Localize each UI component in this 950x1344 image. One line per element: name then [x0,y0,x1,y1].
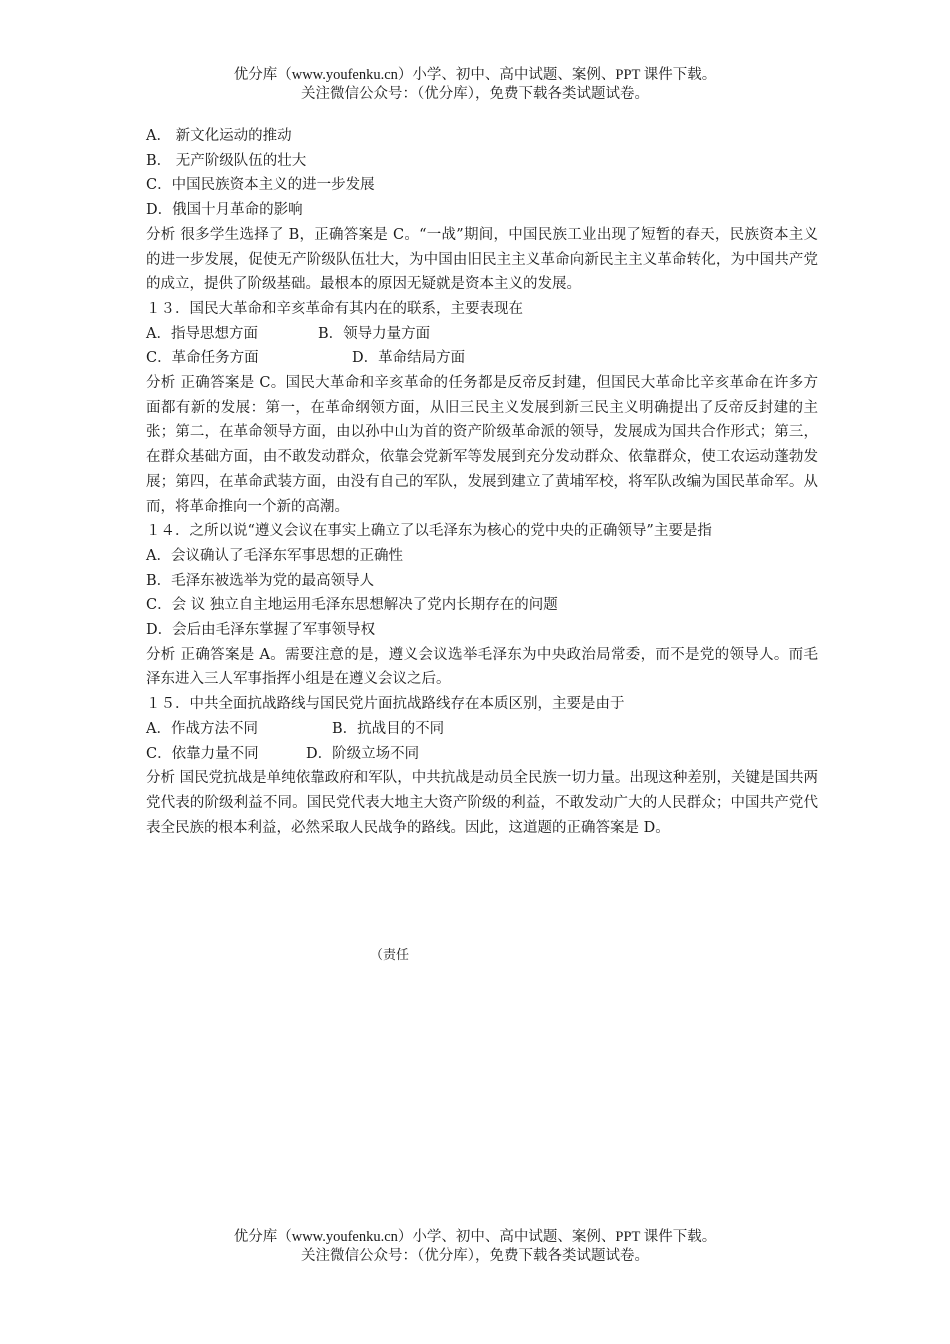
q14-option-a: A．会议确认了毛泽东军事思想的正确性 [146,547,403,564]
q15-analysis: 分析 国民党抗战是单纯依靠政府和军队，中共抗战是动员全民族一切力量。出现这种差别，关键是国共两党代表的阶级利益不同。国民党代表大地主大资产阶级的利益，不敢发动广大的人民群众；中国共产党代表全民族的根本利益，必然采取人民战争的路线。因此，这道题的正确答案是 D。 [146,770,818,836]
q15-option-d: D．阶级立场不同 [306,745,420,762]
truncated-note: （责任 [370,948,410,963]
q15-options-row-1 [146,717,818,742]
page-footer [0,1228,950,1266]
q13-option-b: B．领导力量方面 [318,325,431,342]
q15-option-c: C．依靠力量不同 [146,745,259,762]
footer-line-1: 优分库（www.youfenku.cn）小学、初中、高中试题、案例、PPT 课件下载。 [233,1229,717,1245]
document-body [146,124,818,840]
q15-option-b: B．抗战目的不同 [332,720,445,737]
q15-option-a: A．作战方法不同 [146,720,258,737]
q14-option-d: D．会后由毛泽东掌握了军事领导权 [146,622,376,639]
q12-analysis: 分析 很多学生选择了 B，正确答案是 C。“一战”期间，中国民族工业出现了短暂的春天，民族资本主义的进一步发展，促使无产阶级队伍壮大，为中国由旧民主主义革命向新民主主义革命转化，为中国共产党的成立，提供了阶级基础。最根本的原因无疑就是资本主义的发展。 [146,226,818,293]
q15-stem: １５．中共全面抗战路线与国民党片面抗战路线存在本质区别，主要是由于 [146,696,625,713]
q13-option-c: C．革命任务方面 [146,350,259,367]
page-header [0,66,950,104]
q13-options-row-2 [146,346,818,371]
q15-options-row-2 [146,742,818,767]
q12-option-d: D．俄国十月革命的影响 [146,202,303,219]
q13-stem: １３．国民大革命和辛亥革命有其内在的联系，主要表现在 [146,300,523,317]
q14-stem: １４．之所以说“遵义会议在事实上确立了以毛泽东为核心的党中央的正确领导”主要是指 [146,523,712,540]
header-line-1: 优分库（www.youfenku.cn）小学、初中、高中试题、案例、PPT 课件下载。 [233,67,717,83]
header-line-2: 关注微信公众号：（优分库），免费下载各类试题试卷。 [301,86,649,102]
q14-option-b: B．毛泽东被选举为党的最高领导人 [146,572,375,589]
q13-options-row-1 [146,322,818,347]
footer-line-2: 关注微信公众号：（优分库），免费下载各类试题试卷。 [301,1248,649,1264]
q12-option-a: A． 新文化运动的推动 [146,128,292,144]
q14-option-c: C．会 议 独立自主地运用毛泽东思想解决了党内长期存在的问题 [146,597,558,614]
q13-analysis: 分析 正确答案是 C。国民大革命和辛亥革命的任务都是反帝反封建，但国民大革命比辛亥革命在许多方面都有新的发展：第一，在革命纲领方面，从旧三民主义发展到新三民主义明确提出了反帝反封建的主张；第二，在革命领导方面，由以孙中山为首的资产阶级革命派的领导，发展成为国共合作形式；第三，在群众基础方面，由不敢发动群众，依靠会党新军等发展到充分发动群众、依靠群众，使工农运动蓬勃发展；第四，在革命武装方面，由没有自己的军队，发展到建立了黄埔军校，将军队改编为国民革命军。从而，将革命推向一个新的高潮。 [146,375,818,515]
q14-analysis: 分析 正确答案是 A。需要注意的是，遵义会议选举毛泽东为中央政治局常委，而不是党的领导人。而毛泽东进入三人军事指挥小组是在遵义会议之后。 [146,646,818,688]
q13-option-a: A．指导思想方面 [146,325,258,342]
q13-option-d: D．革命结局方面 [352,350,466,367]
q12-option-c: C．中国民族资本主义的进一步发展 [146,177,375,194]
q12-option-b: B． 无产阶级队伍的壮大 [146,152,307,169]
